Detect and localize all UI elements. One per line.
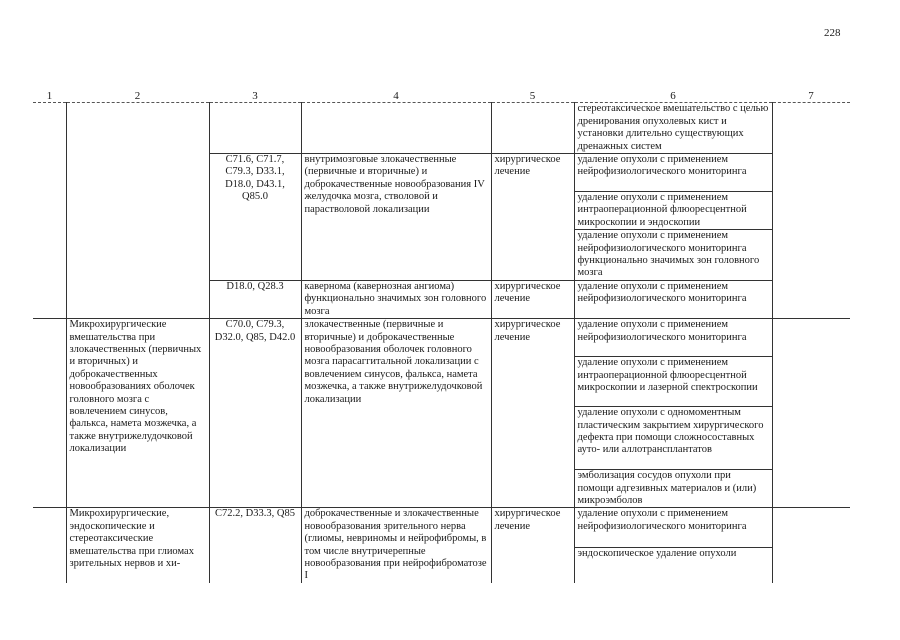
method-cell: удаление опухоли с применением интраоперационной флюоресцентной микроскопии и лазерной спектроскопии [574,357,772,407]
method-cell: удаление опухоли с применением нейрофизиологического мониторинга [574,319,772,357]
column-header: 7 [772,90,850,103]
table-row [33,103,850,154]
patient-model: кавернома (кавернозная ангиома) функционально значимых зон головного мозга [301,280,491,318]
page-number: 228 [824,27,841,39]
method-cell: удаление опухоли с применением нейрофизиологического мониторинга [574,280,772,318]
table-row [33,154,850,192]
treatment-table [33,90,850,583]
intervention-name: Микрохирургические, эндоскопические и стереотаксические вмешательства при глиомах зрительных нервов и хи- [66,508,209,583]
treatment-type: хирургическое лечение [491,280,574,318]
method-cell: стереотаксическое вмешательство с целью дренирования опухолевых кист и установки длительно существующих дренажных систем [574,103,772,154]
method-cell: эндоскопическое удаление опухоли [574,547,772,583]
column-header: 1 [33,90,66,103]
treatment-type: хирургическое лечение [491,319,574,508]
column-header: 6 [574,90,772,103]
method-cell: удаление опухоли с применением нейрофизиологического мониторинга функционально значимых зон головного мозга [574,230,772,281]
column-header-row [33,90,850,103]
treatment-type: хирургическое лечение [491,508,574,583]
method-cell: эмболизация сосудов опухоли при помощи адгезивных материалов и (или) микроэмболов [574,470,772,508]
patient-model: злокачественные (первичные и вторичные) и доброкачественные новообразования оболочек головного мозга парасаггитальной локализации с вовлечением синусов, фалькса, намета мозжечка, а также внутрижелудочковой локализации [301,319,491,508]
method-cell: удаление опухоли с применением нейрофизиологического мониторинга [574,508,772,547]
table-row [33,319,850,357]
table-row [33,508,850,547]
diagnosis-codes: D18.0, Q28.3 [209,280,301,318]
diagnosis-codes: C72.2, D33.3, Q85 [209,508,301,583]
diagnosis-codes: C71.6, C71.7, C79.3, D33.1, D18.0, D43.1, Q85.0 [209,154,301,281]
treatment-type: хирургическое лечение [491,154,574,281]
column-header: 4 [301,90,491,103]
intervention-name: Микрохирургические вмешательства при злокачественных (первичных и вторичных) и доброкачественных новообразованиях оболочек головного мозга с вовлечением синусов, фалькса, намета мозжечка, а также внутрижелудочковой локализации [66,319,209,508]
method-cell: удаление опухоли с применением нейрофизиологического мониторинга [574,154,772,192]
patient-model: внутримозговые злокачественные (первичные и вторичные) и доброкачественные новообразования IV желудочка мозга, стволовой и парастволовой локализации [301,154,491,281]
column-header: 2 [66,90,209,103]
column-header: 3 [209,90,301,103]
table-row [33,280,850,318]
diagnosis-codes: C70.0, C79.3, D32.0, Q85, D42.0 [209,319,301,508]
patient-model: доброкачественные и злокачественные новообразования зрительного нерва (глиомы, невриномы и нейрофибромы, в том числе внутричерепные новообразования при нейрофиброматозе I [301,508,491,583]
method-cell: удаление опухоли с применением интраоперационной флюоресцентной микроскопии и эндоскопии [574,192,772,230]
method-cell: удаление опухоли с одномоментным пластическим закрытием хирургического дефекта при помощи сложносоставных ауто- или аллотрансплантатов [574,407,772,470]
column-header: 5 [491,90,574,103]
